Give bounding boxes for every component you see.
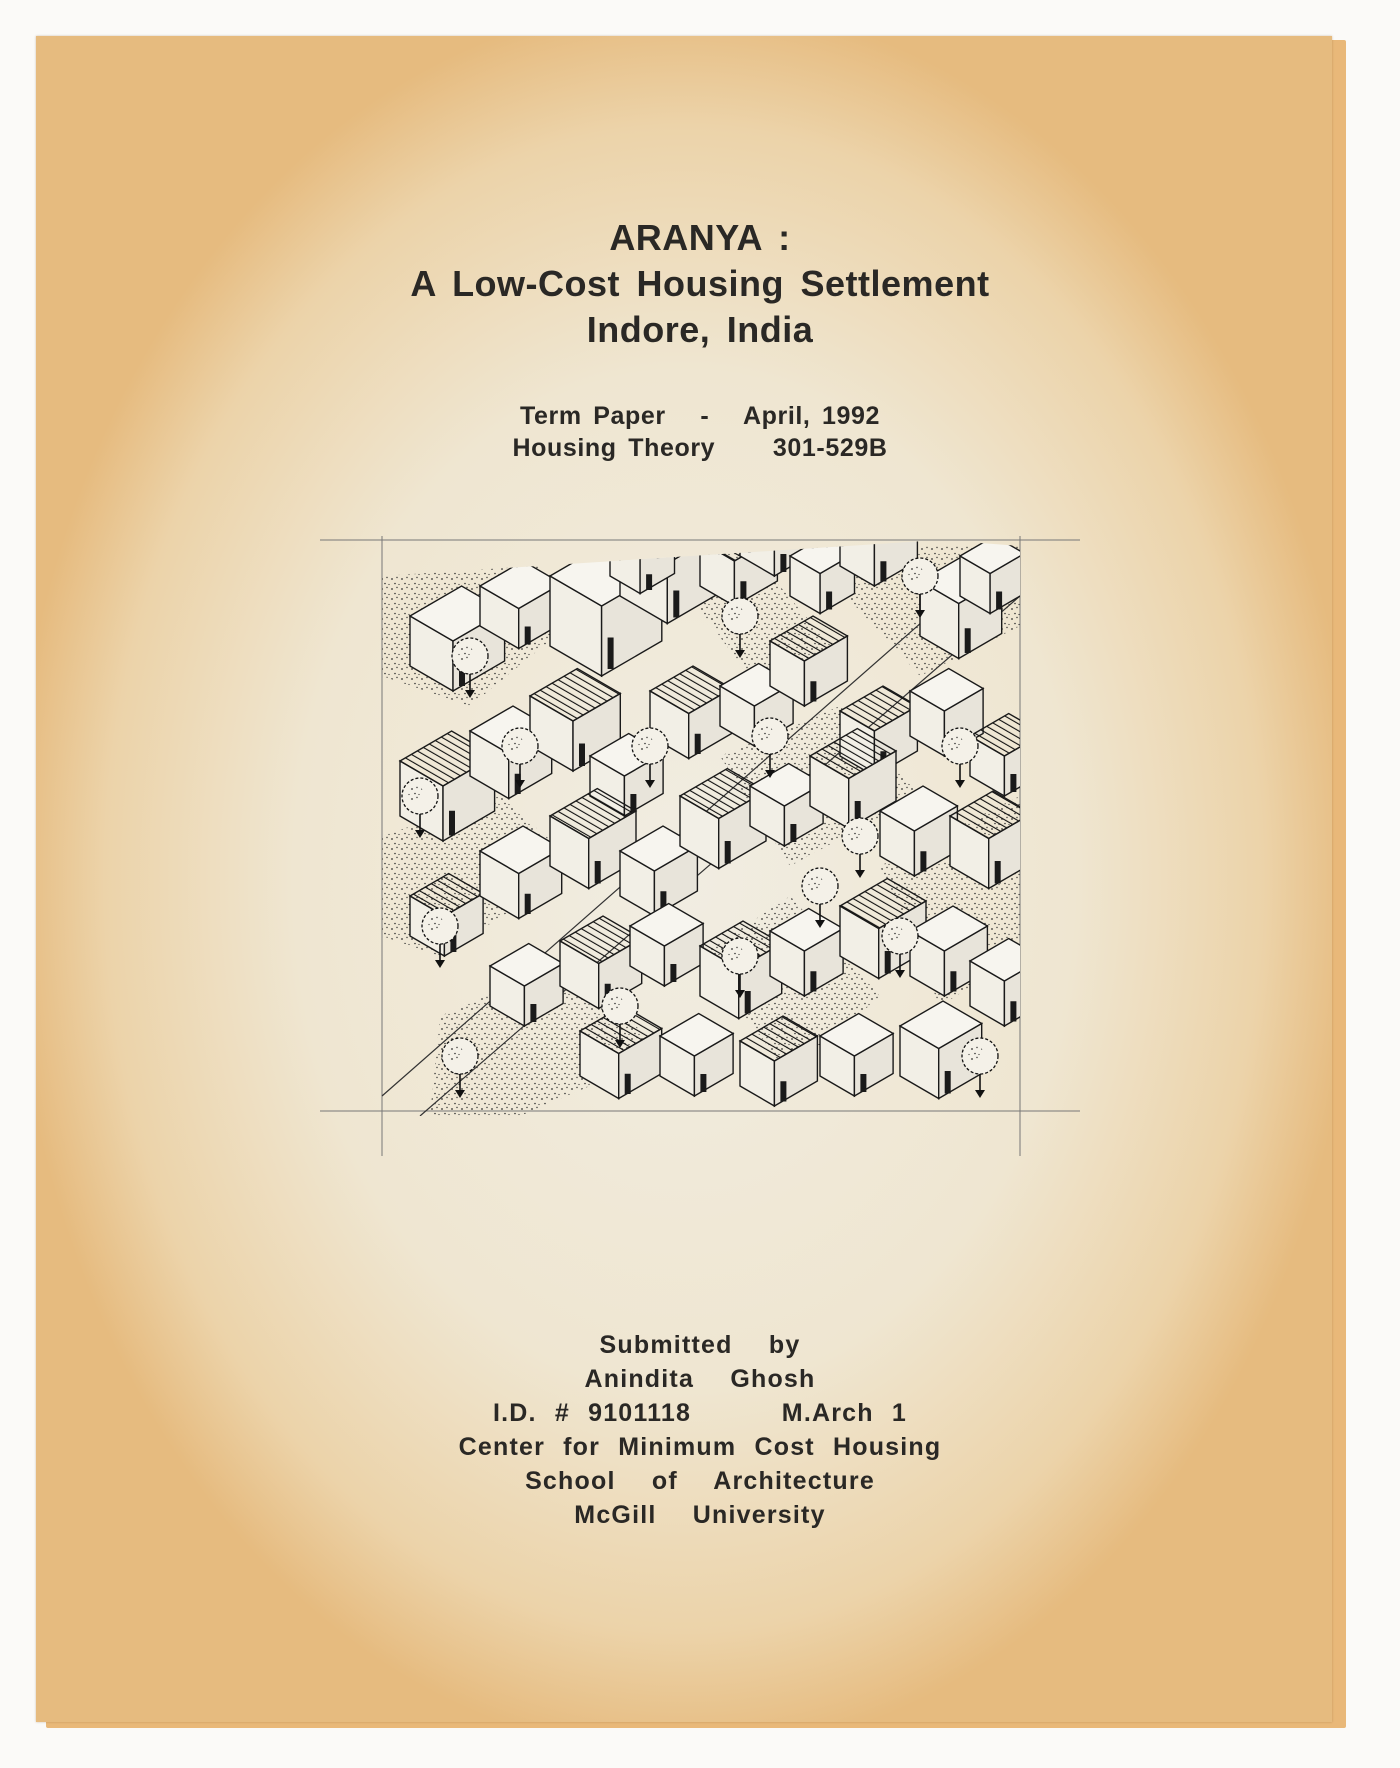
student-id-line: I.D. # 9101118 M.Arch 1 bbox=[493, 1399, 907, 1427]
tree-texture bbox=[447, 1045, 463, 1061]
tree-texture bbox=[727, 605, 743, 621]
tree-texture bbox=[607, 995, 623, 1011]
house-door bbox=[530, 1004, 536, 1022]
house-door bbox=[885, 951, 891, 974]
tree-shadow bbox=[955, 780, 965, 788]
tree-shadow bbox=[975, 1090, 985, 1098]
house-door bbox=[920, 851, 926, 871]
house-door bbox=[695, 734, 701, 754]
school-name: School of Architecture bbox=[525, 1467, 875, 1495]
settlement-illustration bbox=[320, 536, 1080, 1256]
tree-texture bbox=[757, 725, 773, 741]
house-door bbox=[579, 744, 585, 767]
title-line-2: A Low-Cost Housing Settlement bbox=[410, 263, 990, 304]
house-door bbox=[595, 861, 601, 884]
house-door bbox=[996, 592, 1002, 610]
tree-texture bbox=[727, 945, 743, 961]
house-door bbox=[646, 574, 652, 590]
house-door bbox=[449, 811, 455, 836]
course-code-line: Housing Theory 301-529B bbox=[512, 434, 888, 462]
house-door bbox=[700, 1074, 706, 1092]
university-name: McGill University bbox=[574, 1501, 826, 1529]
house-door bbox=[625, 1074, 631, 1094]
house-door bbox=[1010, 1001, 1016, 1021]
tree-texture bbox=[847, 825, 863, 841]
house-door bbox=[790, 824, 796, 842]
house-door bbox=[780, 554, 786, 572]
tree-texture bbox=[407, 785, 423, 801]
house-door bbox=[525, 894, 531, 914]
tree-shadow bbox=[895, 970, 905, 978]
house-door bbox=[995, 861, 1001, 884]
tree-texture bbox=[637, 735, 653, 751]
house-door bbox=[608, 638, 614, 670]
house-door bbox=[780, 1081, 786, 1101]
house-door bbox=[745, 991, 751, 1014]
tree-shadow bbox=[435, 960, 445, 968]
house-door bbox=[810, 971, 816, 991]
house-door bbox=[670, 964, 676, 982]
house-door bbox=[860, 1074, 866, 1092]
tree-texture bbox=[457, 645, 473, 661]
submitted-by-line: Submitted by bbox=[599, 1331, 801, 1359]
drawing-content bbox=[382, 536, 1043, 1116]
house-door bbox=[725, 841, 731, 864]
center-name: Center for Minimum Cost Housing bbox=[458, 1433, 942, 1461]
tiled-roof bbox=[610, 536, 675, 559]
house-door bbox=[945, 1071, 951, 1094]
author-name: Anindita Ghosh bbox=[584, 1365, 816, 1393]
house-door bbox=[673, 591, 679, 618]
house-door bbox=[810, 681, 816, 701]
term-paper-line: Term Paper - April, 1992 bbox=[519, 402, 881, 430]
tree-texture bbox=[807, 875, 823, 891]
house-door bbox=[525, 627, 531, 645]
house-door bbox=[880, 561, 886, 581]
tree-texture bbox=[967, 1045, 983, 1061]
house-door bbox=[1010, 774, 1016, 792]
house-door bbox=[826, 592, 832, 610]
title-line-3: Indore, India bbox=[586, 309, 814, 350]
house-door bbox=[965, 628, 971, 653]
title-line-1: ARANYA : bbox=[609, 217, 791, 258]
tree-shadow bbox=[855, 870, 865, 878]
tree-texture bbox=[507, 735, 523, 751]
tree-texture bbox=[427, 915, 443, 931]
tree-texture bbox=[907, 565, 923, 581]
tree-texture bbox=[887, 925, 903, 941]
house-door bbox=[950, 971, 956, 991]
tree-texture bbox=[947, 735, 963, 751]
